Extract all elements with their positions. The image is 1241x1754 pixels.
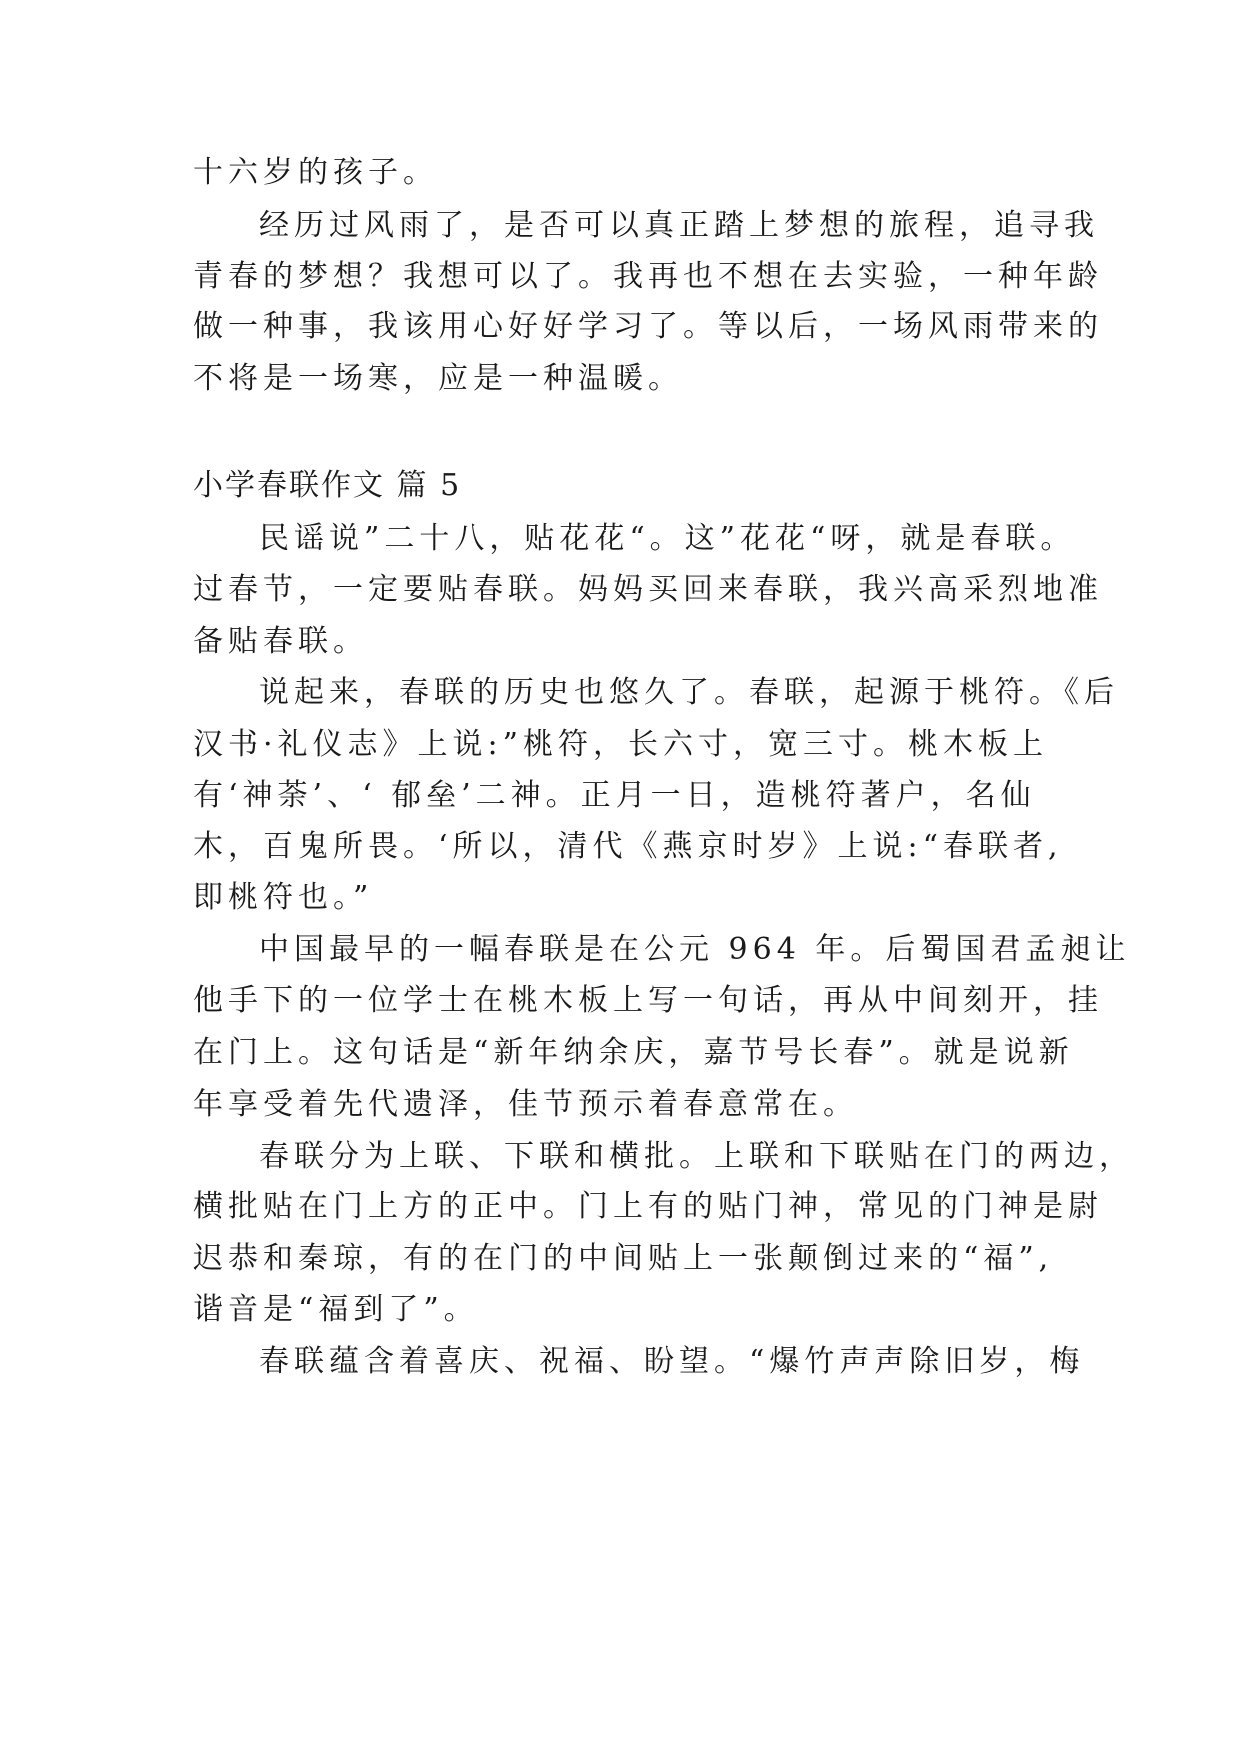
paragraph-line: 不将是一场寒，应是一种温暖。 <box>193 361 683 396</box>
paragraph-line: 汉书·礼仪志》上说:”桃符，长六寸，宽三寸。桃木板上 <box>193 727 1048 762</box>
paragraph-line: 迟恭和秦琼，有的在门的中间贴上一张颠倒过来的“福”, <box>193 1241 1054 1276</box>
paragraph-line: 他手下的一位学士在桃木板上写一句话，再从中间刻开，挂 <box>193 983 1103 1018</box>
paragraph-line: 木，百鬼所畏。‘所以，清代《燕京时岁》上说:“春联者, <box>193 829 1063 864</box>
paragraph-line: 备贴春联。 <box>193 624 368 659</box>
paragraph-line: 谐音是“福到了”。 <box>193 1292 479 1327</box>
paragraph-line: 春联分为上联、下联和横批。上联和下联贴在门的两边， <box>259 1139 1134 1174</box>
paragraph-line: 青春的梦想？我想可以了。我再也不想在去实验，一种年龄 <box>193 259 1103 294</box>
paragraph-line: 中国最早的一幅春联是在公元 964 年。后蜀国君孟昶让 <box>259 932 1131 967</box>
paragraph-line: 说起来，春联的历史也悠久了。春联，起源于桃符。《后 <box>259 675 1119 710</box>
paragraph-line: 春联蕴含着喜庆、祝福、盼望。“爆竹声声除旧岁，梅 <box>259 1344 1085 1379</box>
paragraph-line: 有‘神荼’、‘ 郁垒’二神。正月一日，造桃符著户，名仙 <box>193 778 1036 813</box>
paragraph-line: 十六岁的孩子。 <box>193 155 438 190</box>
paragraph-line: 民谣说”二十八，贴花花“。这”花花“呀，就是春联。 <box>259 521 1076 556</box>
paragraph-line: 即桃符也。” <box>193 880 374 915</box>
section-heading: 小学春联作文 篇 5 <box>193 468 462 503</box>
paragraph-line: 经历过风雨了，是否可以真正踏上梦想的旅程，追寻我 <box>259 208 1099 243</box>
paragraph-line: 在门上。这句话是“新年纳余庆，嘉节号长春”。就是说新 <box>193 1035 1074 1070</box>
paragraph-line: 横批贴在门上方的正中。门上有的贴门神，常见的门神是尉 <box>193 1189 1103 1224</box>
paragraph-line: 年享受着先代遗泽，佳节预示着春意常在。 <box>193 1087 858 1122</box>
paragraph-line: 做一种事，我该用心好好学习了。等以后，一场风雨带来的 <box>193 309 1103 344</box>
paragraph-line: 过春节，一定要贴春联。妈妈买回来春联，我兴高采烈地准 <box>193 572 1103 607</box>
